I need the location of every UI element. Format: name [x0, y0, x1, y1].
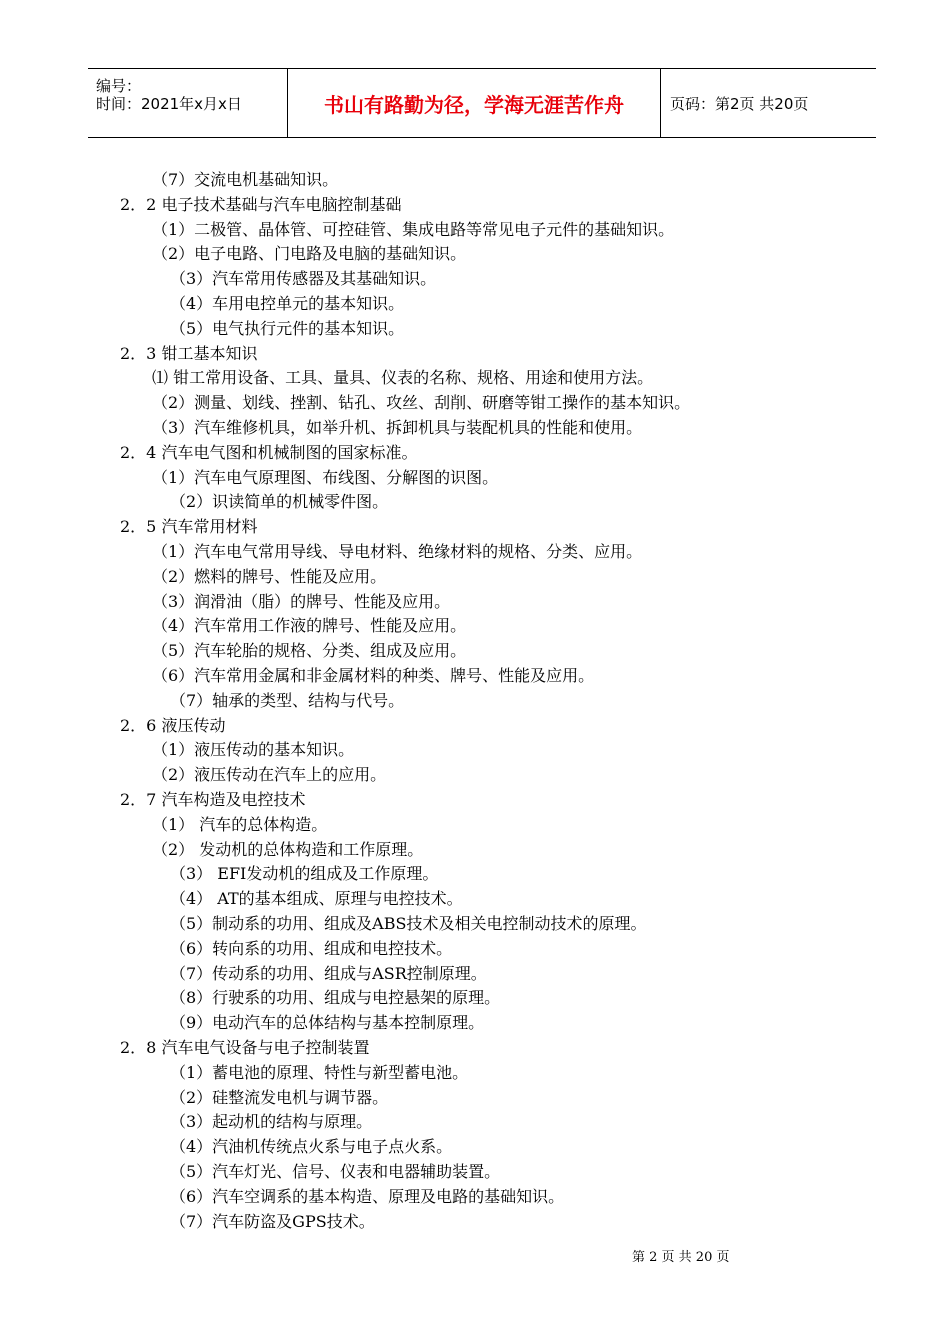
- header-meta-cell: [88, 69, 288, 137]
- list-item: （6）汽车空调系的基本构造、原理及电路的基础知识。: [170, 1186, 565, 1206]
- list-item: （7）汽车防盗及GPS技术。: [170, 1211, 375, 1231]
- section-heading: 2．7 汽车构造及电控技术: [120, 790, 306, 809]
- section-heading: 2．6 液压传动: [120, 715, 226, 735]
- list-item: （1）汽车电气常用导线、导电材料、绝缘材料的规格、分类、应用。: [152, 542, 643, 561]
- list-item: （5）汽车轮胎的规格、分类、组成及应用。: [152, 641, 467, 661]
- list-item: （4） AT的基本组成、原理与电控技术。: [170, 889, 463, 909]
- list-item: （2）液压传动在汽车上的应用。: [152, 765, 387, 785]
- list-item: （9）电动汽车的总体结构与基本控制原理。: [170, 1013, 485, 1033]
- page-footer: 第 2 页 共 20 页: [632, 1250, 730, 1265]
- list-item: （7）轴承的类型、结构与代号。: [170, 690, 405, 710]
- list-item: （3） EFI发动机的组成及工作原理。: [170, 864, 439, 884]
- header-page-cell: [661, 69, 876, 137]
- list-item: （5）汽车灯光、信号、仪表和电器辅助装置。: [170, 1162, 501, 1181]
- list-item: （4）车用电控单元的基本知识。: [170, 294, 405, 313]
- list-item: （4）汽油机传统点火系与电子点火系。: [170, 1137, 453, 1157]
- list-item: （2）电子电路、门电路及电脑的基础知识。: [152, 244, 467, 264]
- list-item: （1）汽车电气原理图、布线图、分解图的识图。: [152, 467, 499, 487]
- list-item: （3）汽车常用传感器及其基础知识。: [170, 269, 437, 289]
- header-page-label: 页码：第2页 共20页: [670, 94, 809, 113]
- list-item: ⑴ 钳工常用设备、工具、量具、仪表的名称、规格、用途和使用方法。: [152, 368, 654, 388]
- list-item: （3）润滑油（脂）的牌号、性能及应用。: [152, 591, 451, 611]
- header-time-label: 时间：2021年x月x日: [96, 95, 242, 113]
- header-number-label: 编号：: [96, 77, 142, 95]
- list-item: （1）二极管、晶体管、可控硅管、集成电路等常见电子元件的基础知识。: [152, 219, 675, 239]
- list-item: （2）测量、划线、挫割、钻孔、攻丝、刮削、研磨等钳工操作的基本知识。: [152, 393, 691, 413]
- header-motto: 书山有路勤为径，学海无涯苦作舟: [324, 92, 624, 117]
- list-item: （3）起动机的结构与原理。: [170, 1112, 373, 1132]
- list-item: （7）传动系的功用、组成与ASR控制原理。: [170, 963, 487, 983]
- list-item: （7）交流电机基础知识。: [152, 170, 339, 189]
- section-heading: 2．5 汽车常用材料: [120, 517, 258, 537]
- section-heading: 2．3 钳工基本知识: [120, 343, 258, 363]
- list-item: （6）汽车常用金属和非金属材料的种类、牌号、性能及应用。: [152, 666, 595, 685]
- list-item: （2） 发动机的总体构造和工作原理。: [152, 839, 424, 859]
- list-item: （2）燃料的牌号、性能及应用。: [152, 566, 387, 586]
- list-item: （4）汽车常用工作液的牌号、性能及应用。: [152, 616, 467, 636]
- page-header: [88, 68, 876, 138]
- list-item: （8）行驶系的功用、组成与电控悬架的原理。: [170, 988, 501, 1008]
- list-item: （2）硅整流发电机与调节器。: [170, 1087, 389, 1107]
- list-item: （2）识读简单的机械零件图。: [170, 492, 389, 512]
- section-heading: 2．8 汽车电气设备与电子控制装置: [120, 1038, 370, 1057]
- list-item: （5）制动系的功用、组成及ABS技术及相关电控制动技术的原理。: [170, 914, 647, 933]
- list-item: （1）液压传动的基本知识。: [152, 740, 355, 760]
- list-item: （6）转向系的功用、组成和电控技术。: [170, 938, 453, 958]
- list-item: （5）电气执行元件的基本知识。: [170, 318, 405, 338]
- section-heading: 2．4 汽车电气图和机械制图的国家标准。: [120, 442, 418, 462]
- list-item: （3）汽车维修机具，如举升机、拆卸机具与装配机具的性能和使用。: [152, 418, 643, 437]
- section-heading: 2．2 电子技术基础与汽车电脑控制基础: [120, 194, 402, 214]
- header-motto-cell: [288, 69, 661, 137]
- list-item: （1）蓄电池的原理、特性与新型蓄电池。: [170, 1062, 469, 1082]
- list-item: （1） 汽车的总体构造。: [152, 814, 328, 834]
